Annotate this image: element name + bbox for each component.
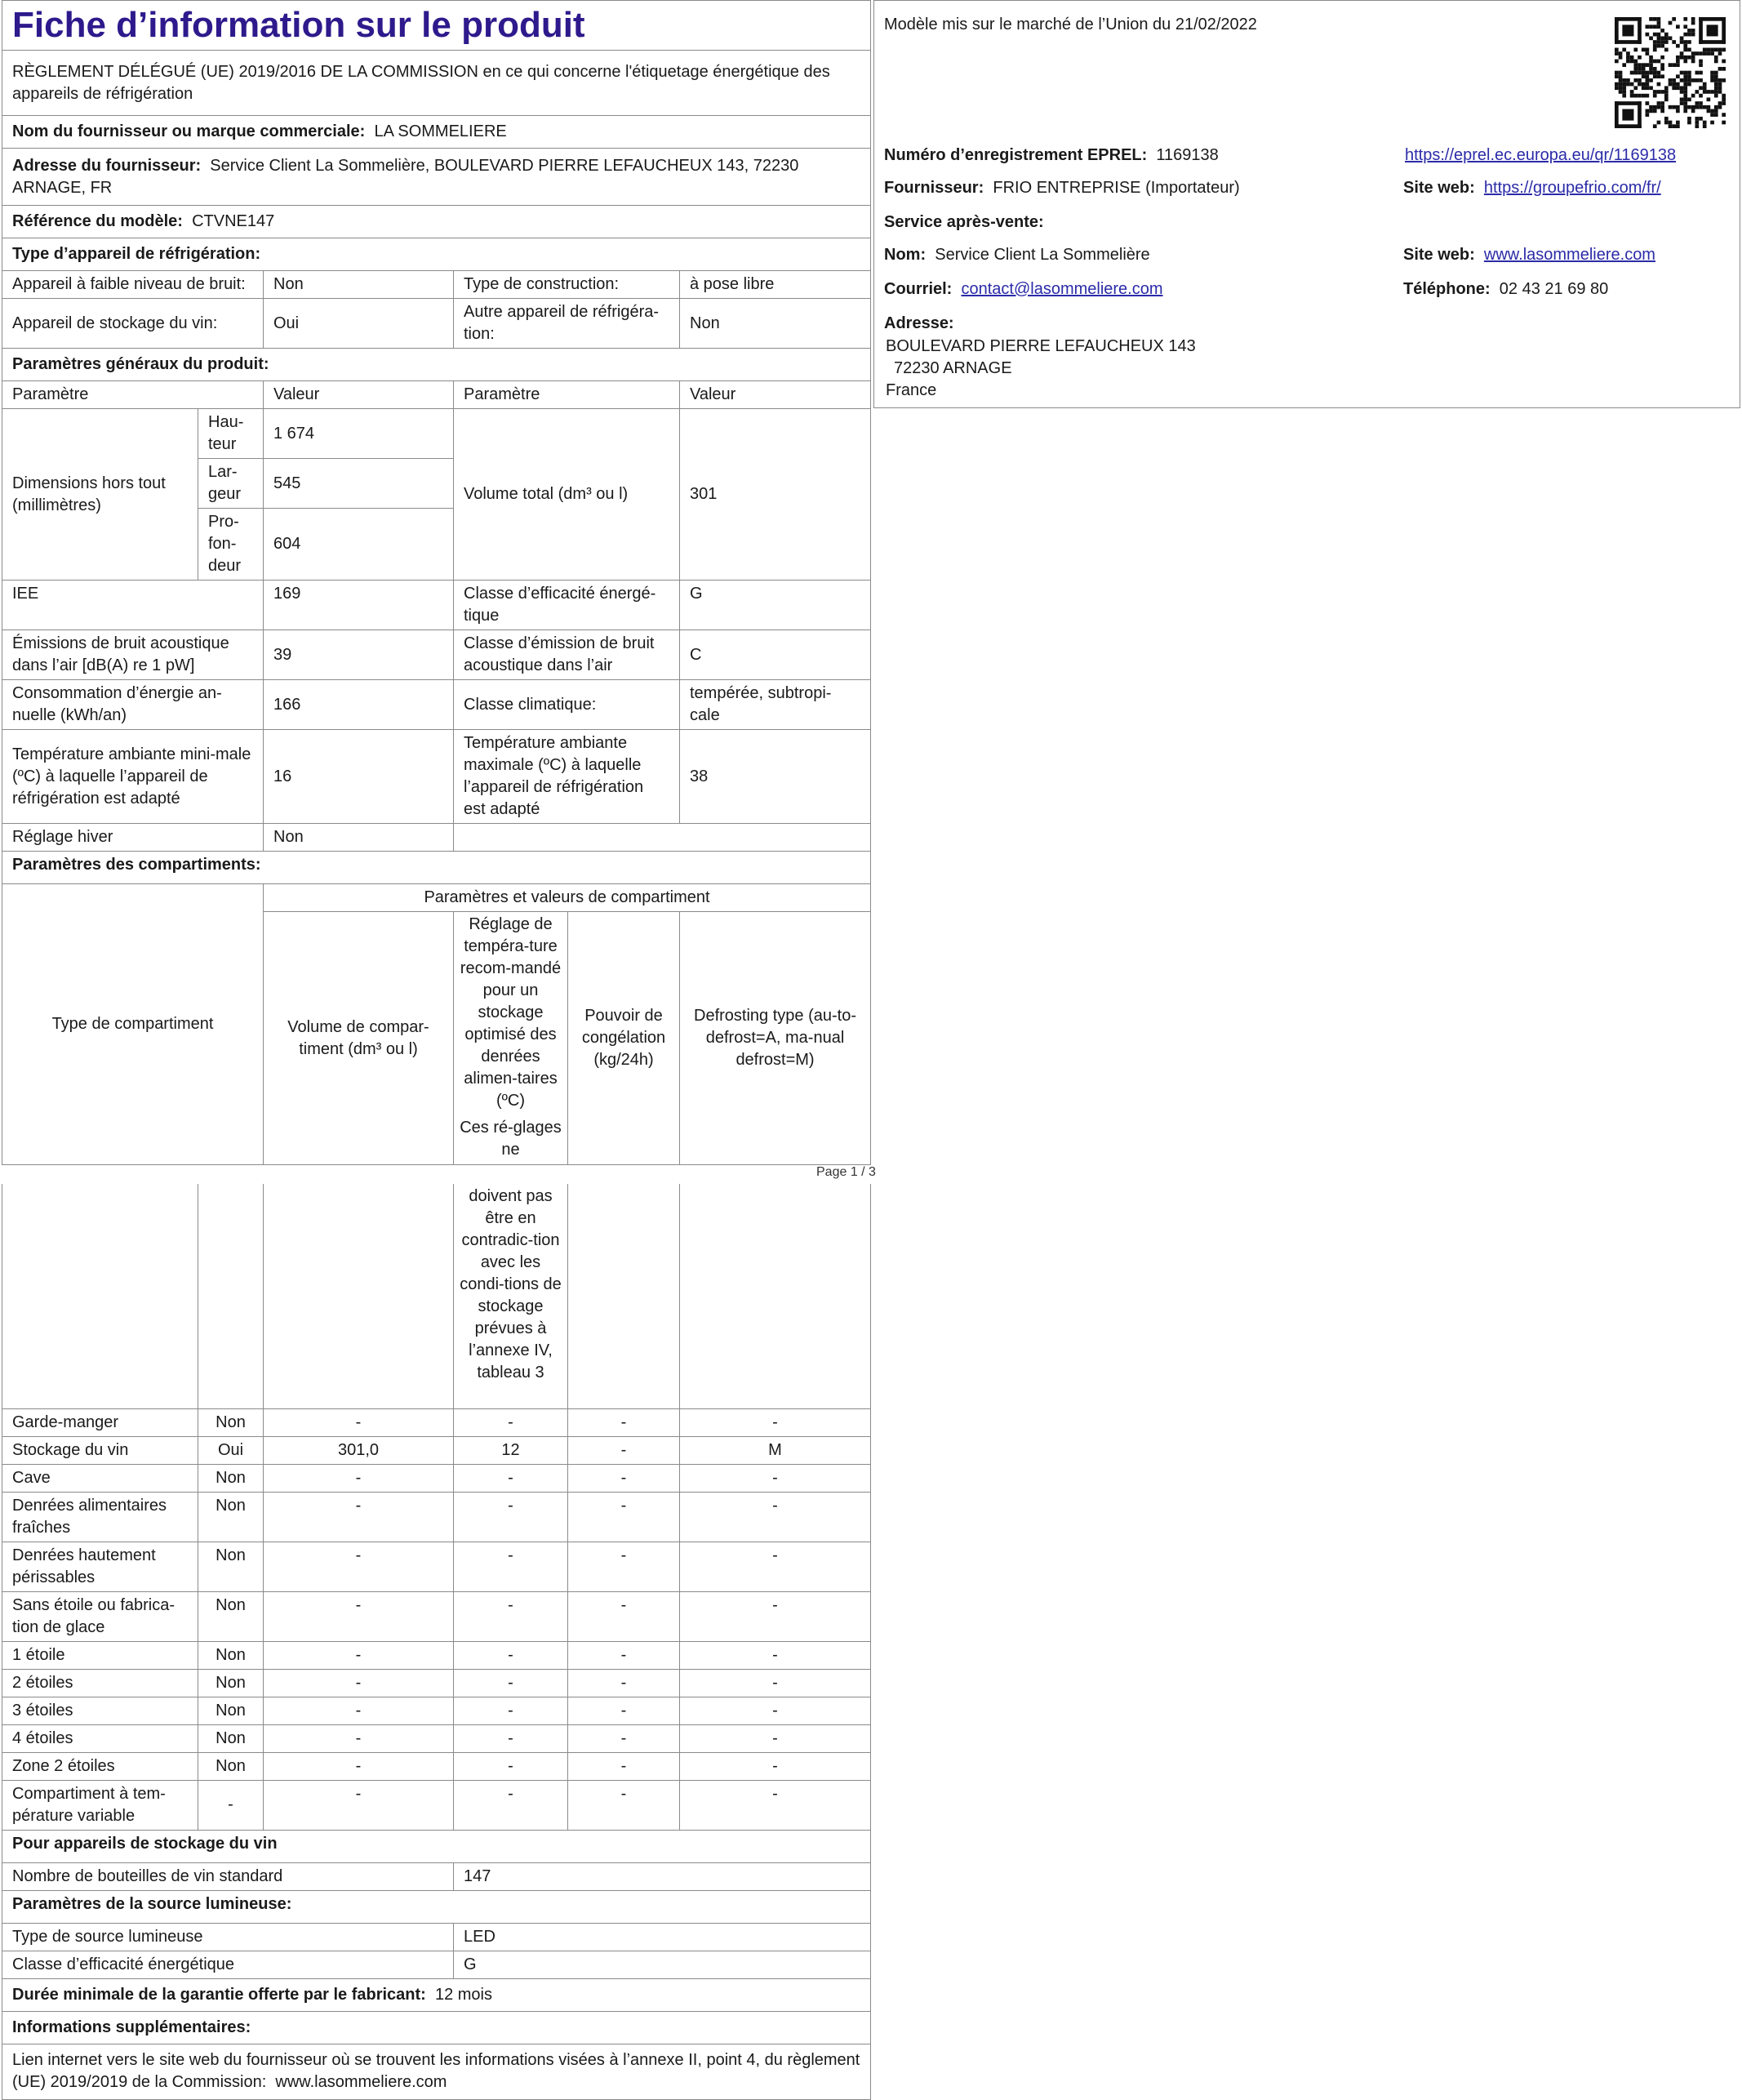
setting-header-text-1: Réglage de tempéra-ture recom-mandé pour un stockage optimisé des denrées alimen-taires (ºC) <box>460 915 562 1110</box>
table-row <box>2 1641 871 1669</box>
compartment-name: Stockage du vin <box>2 1436 198 1464</box>
height-label: Hau-teur <box>198 409 264 459</box>
qr-code-icon[interactable] <box>1615 17 1726 128</box>
compartment-name: 1 étoile <box>2 1641 198 1669</box>
compartment-defrost: - <box>680 1697 871 1724</box>
table-row <box>2 1408 871 1436</box>
bottles-value: 147 <box>454 1862 871 1890</box>
compartment-freeze: - <box>568 1697 680 1724</box>
compartment-temp: - <box>454 1464 568 1492</box>
compartment-present: Non <box>198 1697 264 1724</box>
climate-value: tempérée, subtropi-cale <box>680 680 871 730</box>
compartment-temp: - <box>454 1697 568 1724</box>
light-title: Paramètres de la source lumineuse: <box>2 1890 871 1923</box>
mail-link[interactable]: contact@lasommeliere.com <box>961 280 1163 298</box>
compartment-volume: - <box>264 1669 454 1697</box>
table-row <box>2 1464 871 1492</box>
compartment-name: Denrées hautement périssables <box>2 1542 198 1591</box>
compartment-volume: - <box>264 1697 454 1724</box>
general-params-title: Paramètres généraux du produit: <box>2 349 871 381</box>
compartment-name: Denrées alimentaires fraîches <box>2 1492 198 1542</box>
compartment-defrost-header: Defrosting type (au-to-defrost=A, ma-nual defrost=M) <box>680 912 871 1165</box>
compartment-present: Non <box>198 1641 264 1669</box>
supplier-name-row <box>2 116 871 149</box>
eprel-reg-label: Numéro d’enregistrement EPREL: <box>884 146 1148 164</box>
additional-title: Informations supplémentaires: <box>2 2011 871 2044</box>
construction-label: Type de construction: <box>454 271 680 299</box>
volume-value: 301 <box>680 409 871 581</box>
compartment-name: Garde-manger <box>2 1408 198 1436</box>
compartment-volume: - <box>264 1752 454 1780</box>
page-number: Page 1 / 3 <box>816 1165 876 1179</box>
compartment-present: Non <box>198 1464 264 1492</box>
regulation-text: RÈGLEMENT DÉLÉGUÉ (UE) 2019/2016 DE LA COMMISSION en ce qui concerne l'étiquetage énergétique des appareils de réfrigération <box>2 51 871 116</box>
compartment-name: Zone 2 étoiles <box>2 1752 198 1780</box>
page-title: Fiche d’information sur le produit <box>2 1 871 51</box>
energy-value: 166 <box>264 680 454 730</box>
additional-link[interactable]: www.lasommeliere.com <box>275 2073 447 2091</box>
compartment-freeze: - <box>568 1724 680 1752</box>
appliance-type-title: Type d’appareil de réfrigération: <box>2 238 871 271</box>
col-value2-header: Valeur <box>680 381 871 409</box>
mail-label: Courriel: <box>884 280 953 298</box>
additional-text: Lien internet vers le site web du fournisseur où se trouvent les informations visées à l’annexe II, point 4, du règlement (UE) 2019/2019 de la Commission: <box>12 2051 860 2091</box>
table-row <box>2 1591 871 1641</box>
setting-header-text-3: doivent pas être en contradic-tion avec les condi-tions de stockage prévues à l’annexe IV, tableau 3 <box>454 1184 568 1408</box>
compartment-temp: - <box>454 1492 568 1542</box>
width-value: 545 <box>264 459 454 509</box>
eprel-reg-value: 1169138 <box>1156 146 1219 164</box>
other-appliance-value: Non <box>680 299 871 349</box>
compartment-volume: - <box>264 1542 454 1591</box>
phone-label: Téléphone: <box>1403 280 1491 298</box>
compartment-defrost: - <box>680 1591 871 1641</box>
compartment-present: Non <box>198 1669 264 1697</box>
compartment-name: 3 étoiles <box>2 1697 198 1724</box>
warranty-value: 12 mois <box>434 1985 492 2004</box>
address-line-1: BOULEVARD PIERRE LEFAUCHEUX 143 <box>886 337 1196 355</box>
compartment-header-part1 <box>2 883 871 1165</box>
width-label: Lar-geur <box>198 459 264 509</box>
compartment-temp: - <box>454 1408 568 1436</box>
warranty-label: Durée minimale de la garantie offerte par le fabricant: <box>12 1985 426 2004</box>
table-row <box>2 1752 871 1780</box>
max-temp-value: 38 <box>680 730 871 824</box>
winter-empty <box>454 824 871 852</box>
iee-label: IEE <box>2 581 264 630</box>
light-type-label: Type de source lumineuse <box>2 1923 454 1951</box>
low-noise-value: Non <box>264 271 454 299</box>
compartment-freeze: - <box>568 1436 680 1464</box>
compartment-volume: - <box>264 1724 454 1752</box>
compartment-freeze: - <box>568 1641 680 1669</box>
model-row <box>2 206 871 238</box>
iee-value: 169 <box>264 581 454 630</box>
compartment-volume: - <box>264 1408 454 1436</box>
product-sheet-part-2 <box>2 1184 870 2100</box>
dimensions-label: Dimensions hors tout (millimètres) <box>2 409 198 581</box>
table-row <box>2 1492 871 1542</box>
compartment-setting-header <box>454 912 568 1165</box>
low-noise-label: Appareil à faible niveau de bruit: <box>2 271 264 299</box>
compartment-temp: - <box>454 1752 568 1780</box>
additional-row <box>2 2044 871 2099</box>
setting-header-text-2: Ces ré-glages ne <box>460 1119 562 1159</box>
compartment-present: Non <box>198 1724 264 1752</box>
compartment-freeze: - <box>568 1780 680 1830</box>
wine-appliance-value: Oui <box>264 299 454 349</box>
supplier-address-row <box>2 149 871 206</box>
compartment-present: Non <box>198 1492 264 1542</box>
compartment-freeze: - <box>568 1542 680 1591</box>
eff-class-label: Classe d’efficacité énergé-tique <box>454 581 680 630</box>
cont-empty-2 <box>198 1184 264 1408</box>
compartment-temp: - <box>454 1542 568 1591</box>
compartment-defrost: - <box>680 1641 871 1669</box>
light-class-label: Classe d’efficacité énergétique <box>2 1951 454 1978</box>
compartment-name: Cave <box>2 1464 198 1492</box>
compartment-present: Non <box>198 1591 264 1641</box>
supplier-name-label: Nom du fournisseur ou marque commerciale: <box>12 122 366 140</box>
col-value-header: Valeur <box>264 381 454 409</box>
compartment-volume: - <box>264 1464 454 1492</box>
compartment-present: Non <box>198 1408 264 1436</box>
compartment-freeze: - <box>568 1464 680 1492</box>
eff-class-value: G <box>680 581 871 630</box>
compartment-volume: - <box>264 1591 454 1641</box>
compartment-present: - <box>198 1780 264 1830</box>
cont-empty-4 <box>568 1184 680 1408</box>
header-table <box>2 0 871 884</box>
compartment-temp: 12 <box>454 1436 568 1464</box>
market-date: Modèle mis sur le marché de l’Union du 21/02/2022 <box>884 16 1257 33</box>
site-link[interactable]: https://groupefrio.com/fr/ <box>1483 179 1661 197</box>
compartment-defrost: M <box>680 1436 871 1464</box>
compartment-name: Compartiment à tem-pérature variable <box>2 1780 198 1830</box>
compartment-defrost: - <box>680 1464 871 1492</box>
compartment-freeze: - <box>568 1752 680 1780</box>
site-label: Site web: <box>1403 179 1475 197</box>
model-label: Référence du modèle: <box>12 212 183 230</box>
service-name-value: Service Client La Sommelière <box>935 246 1150 264</box>
compartment-defrost: - <box>680 1780 871 1830</box>
min-temp-value: 16 <box>264 730 454 824</box>
col-param2-header: Paramètre <box>454 381 680 409</box>
cont-empty-3 <box>264 1184 454 1408</box>
compartment-volume-header: Volume de compar-timent (dm³ ou l) <box>264 912 454 1165</box>
bottles-label: Nombre de bouteilles de vin standard <box>2 1862 454 1890</box>
wine-light-table <box>2 1830 871 2100</box>
fournisseur-value: FRIO ENTREPRISE (Importateur) <box>993 179 1240 197</box>
compartment-volume: 301,0 <box>264 1436 454 1464</box>
compartment-freeze: - <box>568 1591 680 1641</box>
eprel-box <box>873 0 1740 408</box>
compartment-name: 4 étoiles <box>2 1724 198 1752</box>
compartment-defrost: - <box>680 1669 871 1697</box>
compartment-defrost: - <box>680 1492 871 1542</box>
compartment-present: Non <box>198 1752 264 1780</box>
wine-appliance-label: Appareil de stockage du vin: <box>2 299 264 349</box>
compartment-name: Sans étoile ou fabrica-tion de glace <box>2 1591 198 1641</box>
compartment-freeze-header: Pouvoir de congélation (kg/24h) <box>568 912 680 1165</box>
service-name-label: Nom: <box>884 246 927 264</box>
noise-label: Émissions de bruit acoustique dans l’air [dB(A) re 1 pW] <box>2 630 264 680</box>
compartment-volume: - <box>264 1641 454 1669</box>
volume-label: Volume total (dm³ ou l) <box>454 409 680 581</box>
min-temp-label: Température ambiante mini-male (ºC) à laquelle l’appareil de réfrigération est adapté <box>2 730 264 824</box>
noise-class-label: Classe d’émission de bruit acoustique dans l’air <box>454 630 680 680</box>
light-type-value: LED <box>454 1923 871 1951</box>
address-line-3: France <box>886 381 937 399</box>
climate-label: Classe climatique: <box>454 680 680 730</box>
compartment-temp: - <box>454 1724 568 1752</box>
compartment-defrost: - <box>680 1752 871 1780</box>
compartment-present: Non <box>198 1542 264 1591</box>
warranty-row <box>2 1978 871 2011</box>
compartment-freeze: - <box>568 1408 680 1436</box>
model-value: CTVNE147 <box>192 212 275 230</box>
fournisseur-label: Fournisseur: <box>884 179 984 197</box>
compartment-volume: - <box>264 1492 454 1542</box>
light-class-value: G <box>454 1951 871 1978</box>
depth-label: Pro-fon-deur <box>198 509 264 581</box>
winter-label: Réglage hiver <box>2 824 264 852</box>
compartment-rows <box>2 1408 871 1830</box>
compartment-present: Oui <box>198 1436 264 1464</box>
product-sheet-part-1 <box>2 0 870 1165</box>
cont-empty-5 <box>680 1184 871 1408</box>
table-row <box>2 1669 871 1697</box>
service-site-link[interactable]: www.lasommeliere.com <box>1483 246 1655 264</box>
max-temp-label: Température ambiante maximale (ºC) à laquelle l’appareil de réfrigération est adapté <box>454 730 680 824</box>
table-row <box>2 1780 871 1830</box>
address-label: Adresse: <box>884 314 954 332</box>
compartment-defrost: - <box>680 1542 871 1591</box>
col-param-header: Paramètre <box>2 381 264 409</box>
compartments-title: Paramètres des compartiments: <box>2 852 871 884</box>
supplier-name-value: LA SOMMELIERE <box>374 122 507 140</box>
compartment-temp: - <box>454 1641 568 1669</box>
compartment-temp: - <box>454 1669 568 1697</box>
noise-value: 39 <box>264 630 454 680</box>
table-row <box>2 1436 871 1464</box>
phone-value: 02 43 21 69 80 <box>1499 280 1609 298</box>
compartment-table <box>2 1184 871 1831</box>
table-row <box>2 1542 871 1591</box>
service-site-label: Site web: <box>1403 246 1475 264</box>
compartment-type-header: Type de compartiment <box>2 884 264 1165</box>
height-value: 1 674 <box>264 409 454 459</box>
compartment-freeze: - <box>568 1669 680 1697</box>
depth-value: 604 <box>264 509 454 581</box>
compartment-defrost: - <box>680 1724 871 1752</box>
compartment-freeze: - <box>568 1492 680 1542</box>
other-appliance-label: Autre appareil de réfrigéra-tion: <box>454 299 680 349</box>
construction-value: à pose libre <box>680 271 871 299</box>
compartment-volume: - <box>264 1780 454 1830</box>
cont-empty-1 <box>2 1184 198 1408</box>
compartment-temp: - <box>454 1591 568 1641</box>
compartment-group-header: Paramètres et valeurs de compartiment <box>264 884 871 912</box>
supplier-address-label: Adresse du fournisseur: <box>12 156 202 175</box>
energy-label: Consommation d’énergie an-nuelle (kWh/an) <box>2 680 264 730</box>
address-line-2: 72230 ARNAGE <box>894 359 1012 377</box>
compartment-defrost: - <box>680 1408 871 1436</box>
table-row <box>2 1724 871 1752</box>
eprel-link[interactable]: https://eprel.ec.europa.eu/qr/1169138 <box>1405 146 1677 164</box>
table-row <box>2 1697 871 1724</box>
winter-value: Non <box>264 824 454 852</box>
compartment-temp: - <box>454 1780 568 1830</box>
noise-class-value: C <box>680 630 871 680</box>
wine-title: Pour appareils de stockage du vin <box>2 1830 871 1862</box>
compartment-name: 2 étoiles <box>2 1669 198 1697</box>
supplier-address-value: Service Client La Sommelière, BOULEVARD PIERRE LEFAUCHEUX 143, 72230 ARNAGE, FR <box>12 156 799 197</box>
service-label: Service après-vente: <box>884 213 1044 231</box>
